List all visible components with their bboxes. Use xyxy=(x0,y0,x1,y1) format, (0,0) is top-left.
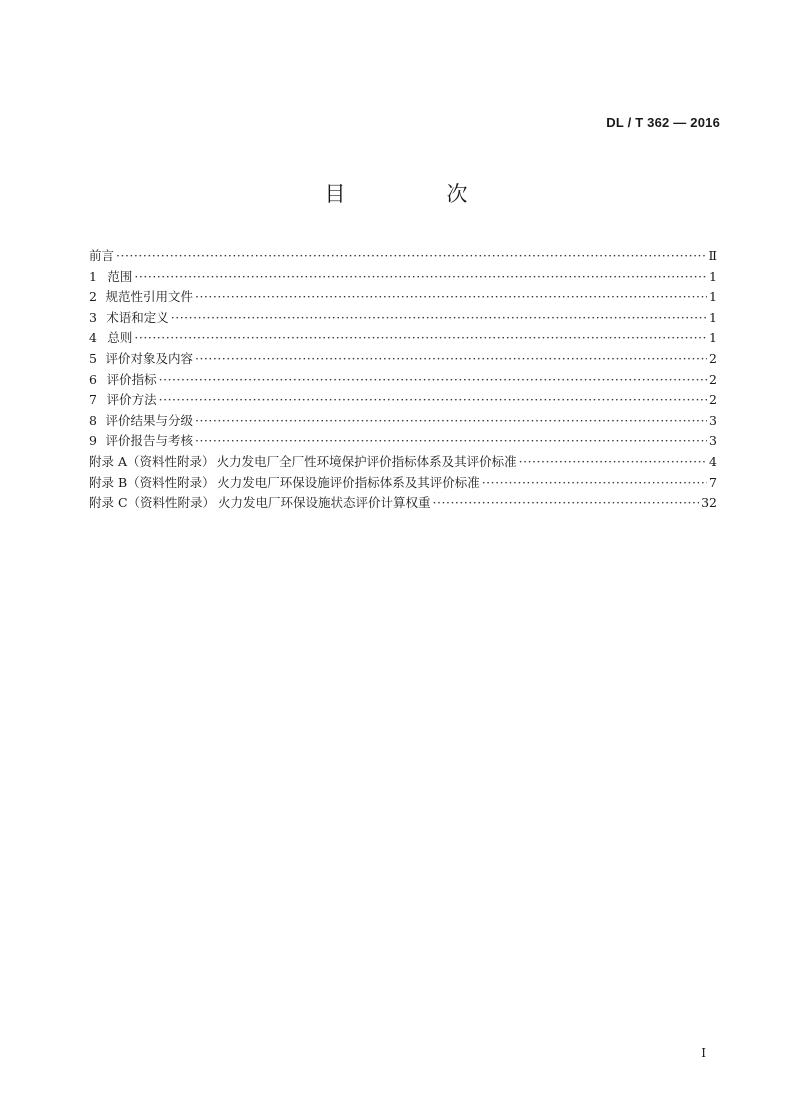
toc-entry-page: 32 xyxy=(701,495,717,511)
toc-entry-5[interactable] xyxy=(89,349,717,370)
toc-entry-page: 1 xyxy=(709,268,717,284)
toc-entry-number: 5 xyxy=(89,350,97,366)
toc-entry-page: 3 xyxy=(709,412,717,428)
toc-appendix-label: 附录 C（资料性附录） xyxy=(89,495,216,511)
table-of-contents xyxy=(89,246,717,514)
toc-appendix-label: 附录 A（资料性附录） xyxy=(89,453,215,469)
toc-entry-page: 1 xyxy=(709,330,717,346)
toc-leader-dots xyxy=(195,433,707,448)
toc-entry-number: 7 xyxy=(89,392,97,408)
toc-entry-page: 1 xyxy=(709,289,717,305)
toc-entry-page: 2 xyxy=(709,371,717,387)
toc-leader-dots xyxy=(195,351,707,366)
toc-entry-number: 4 xyxy=(89,330,97,346)
toc-entry-1[interactable] xyxy=(89,267,717,288)
toc-entry-number: 1 xyxy=(89,268,97,284)
toc-entry-number: 3 xyxy=(89,309,97,325)
toc-entry-number: 2 xyxy=(89,289,97,305)
toc-appendix-title: 火力发电厂全厂性环境保护评价指标体系及其评价标准 xyxy=(216,453,517,469)
toc-entry-page: 1 xyxy=(709,309,717,325)
toc-leader-dots xyxy=(195,289,707,304)
toc-leader-dots xyxy=(134,330,707,345)
toc-entry-page: 7 xyxy=(709,474,717,490)
toc-entry-appendix-c[interactable] xyxy=(89,493,717,514)
toc-entry-preface[interactable] xyxy=(89,246,717,267)
page-number: I xyxy=(701,1046,706,1060)
toc-title: 目 次 xyxy=(324,182,508,206)
toc-entry-2[interactable] xyxy=(89,287,717,308)
toc-appendix-title: 火力发电厂环保设施评价指标体系及其评价标准 xyxy=(217,474,480,490)
toc-entry-page: 4 xyxy=(709,453,717,469)
document-code: DL / T 362 — 2016 xyxy=(606,115,720,130)
toc-entry-label: 评价报告与考核 xyxy=(105,433,193,449)
toc-entry-appendix-b[interactable] xyxy=(89,473,717,494)
toc-entry-page: Ⅱ xyxy=(708,248,717,263)
toc-entry-label: 评价方法 xyxy=(106,392,157,408)
toc-entry-4[interactable] xyxy=(89,328,717,349)
toc-entry-label: 总则 xyxy=(107,330,133,346)
toc-entry-label: 评价对象及内容 xyxy=(105,350,193,366)
toc-leader-dots xyxy=(116,248,706,263)
toc-entry-6[interactable] xyxy=(89,370,717,391)
toc-entry-label: 范围 xyxy=(107,268,133,284)
toc-leader-dots xyxy=(433,495,700,510)
toc-appendix-label: 附录 B（资料性附录） xyxy=(89,474,215,490)
toc-entry-page: 2 xyxy=(709,350,717,366)
toc-leader-dots xyxy=(482,475,707,490)
toc-entry-page: 2 xyxy=(709,392,717,408)
toc-leader-dots xyxy=(195,413,707,428)
toc-entry-8[interactable] xyxy=(89,411,717,432)
toc-entry-page: 3 xyxy=(709,433,717,449)
toc-leader-dots xyxy=(134,269,707,284)
toc-entry-number: 8 xyxy=(89,412,97,428)
toc-leader-dots xyxy=(159,392,707,407)
toc-entry-label: 评价指标 xyxy=(106,371,157,387)
toc-entry-appendix-a[interactable] xyxy=(89,452,717,473)
toc-entry-3[interactable] xyxy=(89,308,717,329)
toc-appendix-title: 火力发电厂环保设施状态评价计算权重 xyxy=(218,495,431,511)
toc-leader-dots xyxy=(519,454,707,469)
toc-entry-number: 9 xyxy=(89,433,97,449)
toc-entry-label: 评价结果与分级 xyxy=(105,412,193,428)
toc-entry-label: 规范性引用文件 xyxy=(105,289,193,305)
toc-entry-number: 6 xyxy=(89,371,97,387)
toc-leader-dots xyxy=(159,372,707,387)
toc-entry-9[interactable] xyxy=(89,431,717,452)
toc-leader-dots xyxy=(171,310,707,325)
toc-entry-7[interactable] xyxy=(89,390,717,411)
toc-entry-label: 术语和定义 xyxy=(106,309,169,325)
toc-entry-label: 前言 xyxy=(89,248,115,263)
